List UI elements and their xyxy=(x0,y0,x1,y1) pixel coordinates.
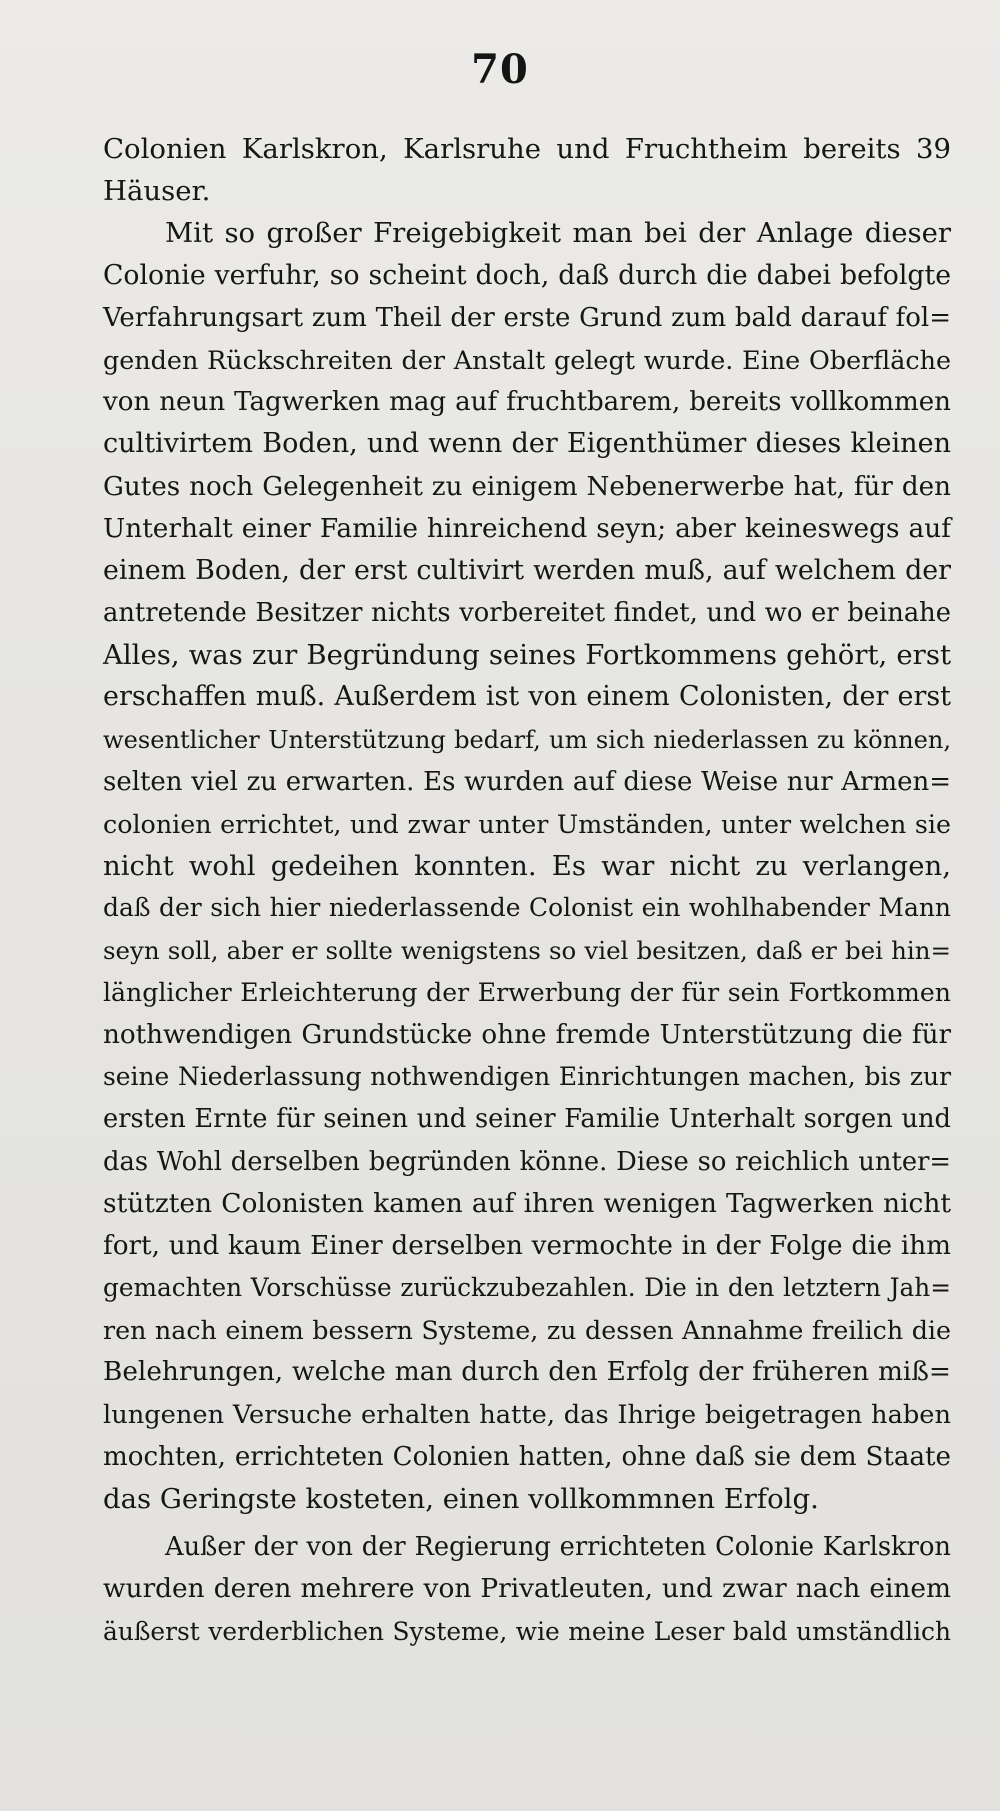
text-line: genden Rückschreiten der Anstalt gelegt wurde. Eine Oberfläche xyxy=(103,344,951,375)
text-line: Alles, was zur Begründung seines Fortkommens gehört, erst xyxy=(103,639,951,672)
text-line: antretende Besitzer nichts vorbereitet findet, und wo er beinahe xyxy=(103,598,951,629)
text-line: Colonie verfuhr, so scheint doch, daß durch die dabei befolgte xyxy=(103,259,951,291)
text-line: gemachten Vorschüsse zurückzubezahlen. Die in den letztern Jah= xyxy=(103,1273,951,1303)
text-line: ersten Ernte für seinen und seiner Familie Unterhalt sorgen und xyxy=(103,1104,951,1135)
text-line: stützten Colonisten kamen auf ihren wenigen Tagwerken nicht xyxy=(103,1187,951,1219)
text-line: Verfahrungsart zum Theil der erste Grund zum bald darauf fol= xyxy=(103,302,951,333)
page-number: 70 xyxy=(471,46,529,93)
text-line: nothwendigen Grundstücke ohne fremde Unterstützung die für xyxy=(103,1019,951,1050)
text-line: einem Boden, der erst cultivirt werden muß, auf welchem der xyxy=(103,554,951,586)
text-line: Belehrungen, welche man durch den Erfolg der früheren miß= xyxy=(103,1357,951,1388)
text-line: seyn soll, aber er sollte wenigstens so viel besitzen, daß er bei hin= xyxy=(103,935,951,965)
text-line: von neun Tagwerken mag auf fruchtbarem, bereits vollkommen xyxy=(103,387,951,418)
text-line: fort, und kaum Einer derselben vermochte in der Folge die ihm xyxy=(103,1230,951,1261)
text-line: das Wohl derselben begründen könne. Diese so reichlich unter= xyxy=(103,1146,951,1177)
text-line: wurden deren mehrere von Privatleuten, und zwar nach einem xyxy=(103,1574,951,1605)
text-line: lungenen Versuche erhalten hatte, das Ihrige beigetragen haben xyxy=(103,1399,951,1430)
text-line: wesentlicher Unterstützung bedarf, um sich niederlassen zu können, xyxy=(103,725,951,754)
text-line: seine Niederlassung nothwendigen Einrichtungen machen, bis zur xyxy=(103,1062,951,1092)
text-line: erschaffen muß. Außerdem ist von einem Colonisten, der erst xyxy=(103,681,951,713)
paragraph xyxy=(103,212,951,1520)
text-line: mochten, errichteten Colonien hatten, ohne daß sie dem Staate xyxy=(103,1441,951,1472)
text-line: Unterhalt einer Familie hinreichend seyn; aber keineswegs auf xyxy=(103,513,951,544)
text-line: cultivirtem Boden, und wenn der Eigenthümer dieses kleinen xyxy=(103,428,951,460)
text-line: selten viel zu erwarten. Es wurden auf diese Weise nur Armen= xyxy=(103,766,951,797)
text-line: Außer der von der Regierung errichteten Colonie Karlskron xyxy=(165,1532,951,1563)
text-line: Mit so großer Freigebigkeit man bei der Anlage dieser xyxy=(165,217,951,250)
body-text xyxy=(103,128,951,1653)
text-line: colonien errichtet, und zwar unter Umständen, unter welchen sie xyxy=(103,809,951,839)
text-line: ren nach einem bessern Systeme, zu dessen Annahme freilich die xyxy=(103,1315,951,1346)
paragraph xyxy=(103,128,951,212)
text-line: Gutes noch Gelegenheit zu einigem Nebenerwerbe hat, für den xyxy=(103,471,951,502)
text-line: daß der sich hier niederlassende Colonist ein wohlhabender Mann xyxy=(103,893,951,923)
paragraph xyxy=(103,1526,951,1653)
text-line: das Geringste kosteten, einen vollkommnen Erfolg. xyxy=(103,1483,819,1515)
text-line: länglicher Erleichterung der Erwerbung der für sein Fortkommen xyxy=(103,977,951,1007)
text-line: nicht wohl gedeihen konnten. Es war nicht zu verlangen, xyxy=(103,850,951,883)
text-line: äußerst verderblichen Systeme, wie meine Leser bald umständlich xyxy=(103,1616,951,1646)
text-line: Colonien Karlskron, Karlsruhe und Fruchtheim bereits 39 xyxy=(103,133,951,165)
text-line: Häuser. xyxy=(103,175,211,208)
